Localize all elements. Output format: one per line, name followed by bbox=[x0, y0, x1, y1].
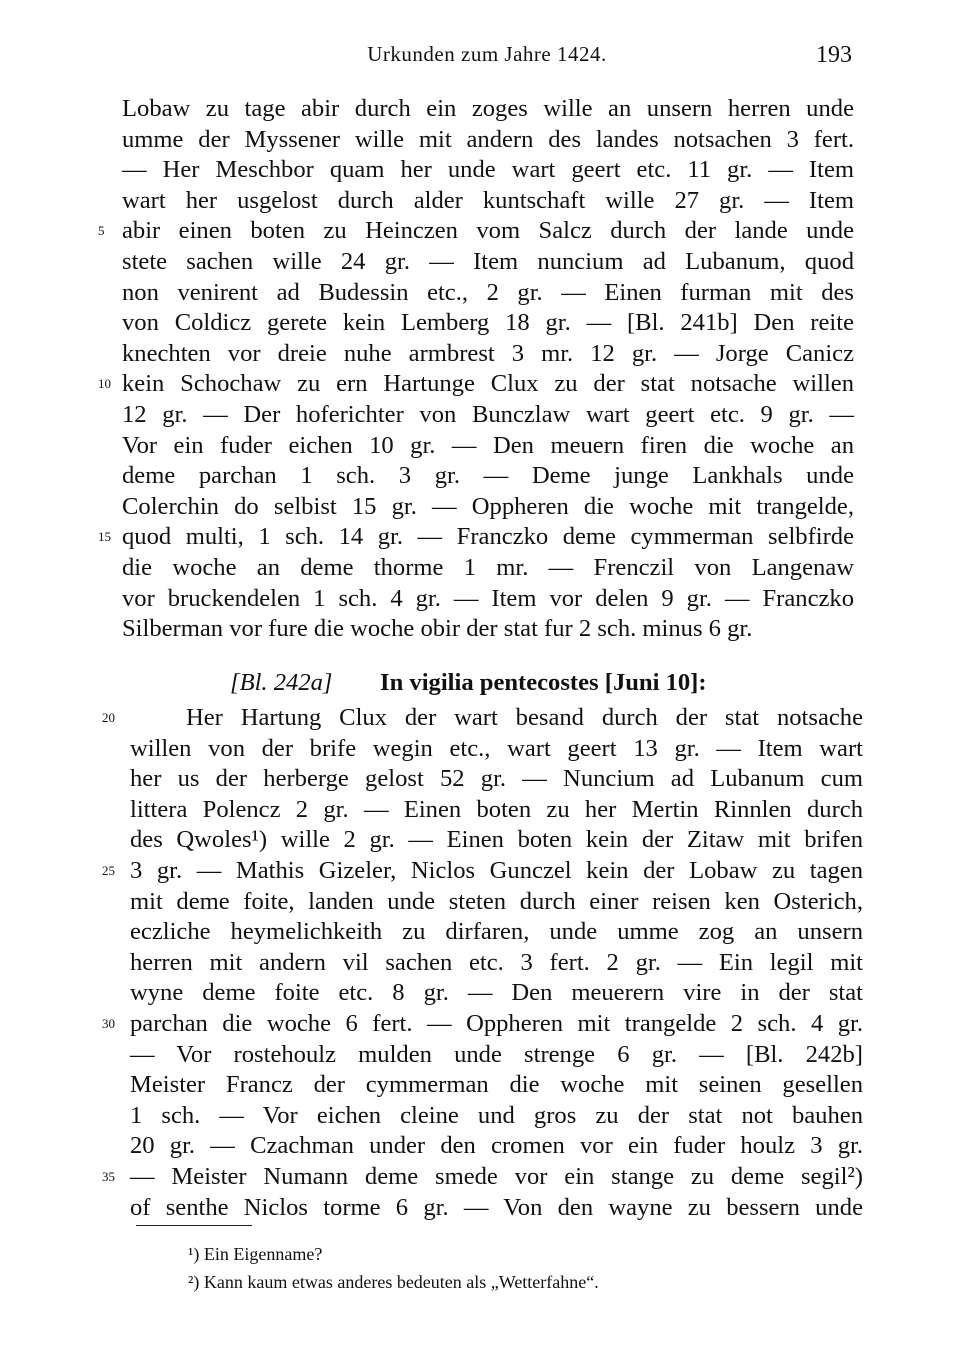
text-line: — Meister Numann deme smede vor ein stange zu deme segil²) 35 bbox=[130, 1162, 863, 1193]
text-line: Colerchin do selbist 15 gr. — Oppheren die woche mit trangelde, bbox=[122, 492, 854, 520]
text-line: vor bruckendelen 1 sch. 4 gr. — Item vor delen 9 gr. — Franczko bbox=[122, 584, 854, 612]
footnote: ¹) Ein Eigenname? bbox=[188, 1244, 323, 1264]
text-line: 12 gr. — Der hoferichter von Bunczlaw wart geert etc. 9 gr. — bbox=[122, 400, 854, 428]
text-line: herren mit andern vil sachen etc. 3 fert. 2 gr. — Ein legil mit bbox=[130, 948, 863, 976]
text-line: 20 gr. — Czachman under den cromen vor ein fuder houlz 3 gr. bbox=[130, 1132, 863, 1160]
text-line: knechten vor dreie nuhe armbrest 3 mr. 12 gr. — Jorge Canicz bbox=[122, 339, 854, 367]
paragraph-2 bbox=[102, 703, 863, 1223]
line-number: 10 bbox=[98, 376, 111, 392]
text-line: littera Polencz 2 gr. — Einen boten zu her Mertin Rinnlen durch bbox=[130, 795, 863, 823]
text-line: stete sachen wille 24 gr. — Item nuncium ad Lubanum, quod bbox=[122, 247, 854, 275]
line-number: 25 bbox=[102, 862, 115, 878]
text-line: Her Hartung Clux der wart besand durch der stat notsache 20 bbox=[130, 703, 863, 734]
text-line: eczliche heymelichkeith zu dirfaren, unde umme zog an unsern bbox=[130, 918, 863, 946]
text-line: wyne deme foite etc. 8 gr. — Den meuerern vire in der stat bbox=[130, 979, 863, 1007]
text-line: quod multi, 1 sch. 14 gr. — Franczko deme cymmerman selbfirde 15 bbox=[122, 522, 854, 553]
line-number: 5 bbox=[98, 223, 105, 239]
text-line: non venirent ad Budessin etc., 2 gr. — Einen furman mit des bbox=[122, 278, 854, 306]
running-title: Urkunden zum Jahre 1424. bbox=[367, 42, 607, 66]
text-line: deme parchan 1 sch. 3 gr. — Deme junge Lankhals unde bbox=[122, 462, 854, 490]
paragraph-1 bbox=[98, 94, 854, 645]
text-line: von Coldicz gerete kein Lemberg 18 gr. — [Bl. 241b] Den reite bbox=[122, 309, 854, 337]
text-line: mit deme foite, landen unde steten durch einer reisen ken Osterich, bbox=[130, 887, 863, 915]
text-line: of senthe Niclos torme 6 gr. — Von den wayne zu bessern unde bbox=[130, 1193, 863, 1221]
text-line: Lobaw zu tage abir durch ein zoges wille an unsern herren unde bbox=[122, 95, 854, 122]
line-number: 20 bbox=[102, 710, 115, 725]
text-line: des Qwoles¹) wille 2 gr. — Einen boten kein der Zitaw mit brifen bbox=[130, 826, 863, 854]
folio-reference: [Bl. 242a] bbox=[230, 669, 333, 696]
text-line: wart her usgelost durch alder kuntschaft wille 27 gr. — Item bbox=[122, 186, 854, 214]
line-number: 30 bbox=[102, 1015, 115, 1031]
text-line: her us der herberge gelost 52 gr. — Nuncium ad Lubanum cum bbox=[130, 765, 863, 793]
line-number: 35 bbox=[102, 1168, 115, 1184]
text-line: umme der Myssener wille mit andern des landes notsachen 3 fert. bbox=[122, 125, 854, 153]
footnotes bbox=[188, 1240, 888, 1296]
text-line: kein Schochaw zu ern Hartunge Clux zu der stat notsache willen 10 bbox=[122, 369, 854, 400]
text-line: Vor ein fuder eichen 10 gr. — Den meuern firen die woche an bbox=[122, 431, 854, 459]
heading-title: In vigilia pentecostes [Juni 10]: bbox=[380, 669, 707, 696]
footnote: ²) Kann kaum etwas anderes bedeuten als „Wetterfahne“. bbox=[188, 1272, 599, 1292]
line-number: 15 bbox=[98, 529, 111, 545]
text-line: Silberman vor fure die woche obir der stat fur 2 sch. minus 6 gr. bbox=[122, 615, 753, 643]
text-line: die woche an deme thorme 1 mr. — Frenczil von Langenaw bbox=[122, 553, 854, 581]
text-line: willen von der brife wegin etc., wart geert 13 gr. — Item wart bbox=[130, 734, 863, 762]
page-number: 193 bbox=[816, 42, 852, 68]
text-line: 1 sch. — Vor eichen cleine und gros zu der stat not bauhen bbox=[130, 1101, 863, 1129]
text-line: — Her Meschbor quam her unde wart geert etc. 11 gr. — Item bbox=[122, 156, 854, 184]
text-line: abir einen boten zu Heinczen vom Salcz durch der lande unde 5 bbox=[122, 216, 854, 247]
text-line: 3 gr. — Mathis Gizeler, Niclos Gunczel kein der Lobaw zu tagen 25 bbox=[130, 856, 863, 887]
text-line: Meister Francz der cymmerman die woche mit seinen gesellen bbox=[130, 1071, 863, 1099]
page-header bbox=[122, 42, 852, 76]
text-line: — Vor rostehoulz mulden unde strenge 6 gr. — [Bl. 242b] bbox=[130, 1040, 863, 1068]
text-line: parchan die woche 6 fert. — Oppheren mit trangelde 2 sch. 4 gr. 30 bbox=[130, 1009, 863, 1040]
footnote-rule bbox=[136, 1225, 252, 1226]
section-heading bbox=[130, 669, 865, 701]
